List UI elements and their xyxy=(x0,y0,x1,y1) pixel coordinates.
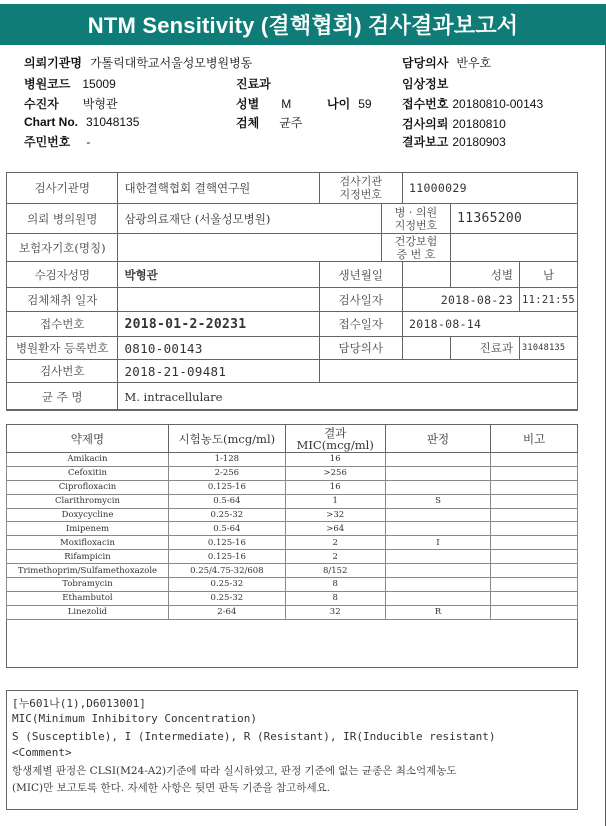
drug-cell-conc: 0.25-32 xyxy=(168,508,285,522)
drug-cell-mic: >256 xyxy=(285,466,385,480)
label-form-doctor: 담당의사 xyxy=(319,337,403,360)
drug-cell-mic: >64 xyxy=(285,522,385,536)
drug-cell-drug: Tobramycin xyxy=(7,578,169,592)
drug-cell-conc: 0.125-16 xyxy=(168,480,285,494)
value-form-dept: 31048135 xyxy=(519,337,577,360)
meta-receipt-no: 접수번호 20180810-00143 xyxy=(402,97,544,111)
drug-row xyxy=(7,536,578,550)
drug-row xyxy=(7,522,578,536)
value-requesting-hospital: 삼광의료재단 (서울성모병원) xyxy=(118,204,381,234)
drug-cell-mic: >32 xyxy=(285,508,385,522)
drug-row xyxy=(7,564,578,578)
value-testing-org: 대한결핵협회 결핵연구원 xyxy=(118,173,319,204)
drug-cell-remark xyxy=(491,494,578,508)
value-hospital-no: 11365200 xyxy=(451,204,578,234)
value-collect-date xyxy=(118,288,319,312)
drug-row xyxy=(7,578,578,592)
drug-cell-remark xyxy=(491,591,578,605)
drug-cell-judgement xyxy=(385,453,491,467)
meta-age: 나이 59 xyxy=(327,97,372,111)
label-collect-date: 검체채취 일자 xyxy=(7,288,118,312)
value-patient-name: 박형관 xyxy=(118,262,319,288)
drug-cell-judgement: I xyxy=(385,536,491,550)
form-table xyxy=(6,172,578,411)
label-test-no: 검사번호 xyxy=(7,360,118,383)
drug-cell-drug: Cefoxitin xyxy=(7,466,169,480)
drug-cell-drug: Clarithromycin xyxy=(7,494,169,508)
drug-cell-mic: 1 xyxy=(285,494,385,508)
header-judgement: 판정 xyxy=(385,425,491,453)
drug-table xyxy=(6,424,578,620)
drug-cell-conc: 0.125-16 xyxy=(168,550,285,564)
label-reg-no: 병원환자 등록번호 xyxy=(7,337,118,360)
meta-test-request: 검사의뢰 20180810 xyxy=(402,117,506,131)
drug-cell-drug: Amikacin xyxy=(7,453,169,467)
drug-cell-mic: 8/152 xyxy=(285,564,385,578)
drug-cell-conc: 0.125-16 xyxy=(168,536,285,550)
drug-cell-remark xyxy=(491,550,578,564)
drug-cell-judgement xyxy=(385,466,491,480)
drug-cell-mic: 2 xyxy=(285,536,385,550)
label-requesting-hospital: 의뢰 병의원명 xyxy=(7,204,118,234)
label-birth: 생년월일 xyxy=(319,262,403,288)
note-legend: S (Susceptible), I (Intermediate), R (Resistant), IR(Inducible resistant) xyxy=(12,730,496,743)
drug-cell-drug: Ethambutol xyxy=(7,591,169,605)
drug-cell-remark xyxy=(491,605,578,619)
value-test-date: 2018-08-23 xyxy=(403,288,520,312)
label-testing-org-no: 검사기관 지정번호 xyxy=(319,173,403,204)
drug-cell-mic: 16 xyxy=(285,480,385,494)
header-mic xyxy=(285,425,385,453)
drug-row xyxy=(7,591,578,605)
header-mic-line2: MIC(mcg/ml) xyxy=(296,437,374,452)
meta-resident-no: 주민번호 - xyxy=(24,135,91,149)
drug-cell-drug: Imipenem xyxy=(7,522,169,536)
value-insurance xyxy=(118,234,381,262)
meta-request-org: 의뢰기관명 가톨릭대학교서울성모병원병동 xyxy=(24,56,253,70)
value-receipt-date: 2018-08-14 xyxy=(403,312,578,337)
meta-result-report: 결과보고 20180903 xyxy=(402,135,506,149)
drug-cell-mic: 8 xyxy=(285,578,385,592)
label-testing-org: 검사기관명 xyxy=(7,173,118,204)
label-test-date: 검사일자 xyxy=(319,288,403,312)
label-insurance: 보험자기호(명칭) xyxy=(7,234,118,262)
drug-cell-judgement xyxy=(385,591,491,605)
drug-row xyxy=(7,494,578,508)
label-hospital-no: 병 · 의원 지정번호 xyxy=(381,204,450,234)
drug-cell-judgement xyxy=(385,550,491,564)
drug-cell-conc: 0.25-32 xyxy=(168,578,285,592)
value-test-no: 2018-21-09481 xyxy=(118,360,319,383)
drug-cell-remark xyxy=(491,522,578,536)
value-reg-no: 0810-00143 xyxy=(118,337,319,360)
header-conc: 시험농도(mcg/ml) xyxy=(168,425,285,453)
note-code: [누601나(1),D6013001] xyxy=(12,697,146,710)
value-health-ins xyxy=(451,234,578,262)
drug-cell-conc: 0.5-64 xyxy=(168,522,285,536)
drug-cell-mic: 32 xyxy=(285,605,385,619)
drug-cell-conc: 1-128 xyxy=(168,453,285,467)
label-form-sex: 성별 xyxy=(451,262,520,288)
drug-row xyxy=(7,480,578,494)
drug-row xyxy=(7,453,578,467)
value-testing-org-no: 11000029 xyxy=(403,173,578,204)
value-birth xyxy=(403,262,451,288)
drug-cell-remark xyxy=(491,536,578,550)
drug-cell-remark xyxy=(491,578,578,592)
value-test-time: 11:21:55 xyxy=(519,288,577,312)
drug-row xyxy=(7,508,578,522)
drug-cell-mic: 2 xyxy=(285,550,385,564)
drug-cell-remark xyxy=(491,453,578,467)
drug-cell-remark xyxy=(491,564,578,578)
header-remark: 비고 xyxy=(491,425,578,453)
note-comment-line1: 항생제별 판정은 CLSI(M24-A2)기준에 따라 실시하였고, 판정 기준에 없는 균종은 최소억제농도 xyxy=(12,765,457,777)
note-mic-definition: MIC(Minimum Inhibitory Concentration) xyxy=(12,712,258,725)
note-comment-line2: (MIC)만 보고토록 한다. 자세한 사항은 뒷면 판독 기준을 참고하세요. xyxy=(12,782,331,794)
label-organism: 균 주 명 xyxy=(7,383,118,411)
drug-cell-remark xyxy=(491,466,578,480)
header-mic-line1: 결과 xyxy=(324,425,347,440)
drug-cell-judgement xyxy=(385,564,491,578)
meta-specimen: 검체 균주 xyxy=(236,116,303,130)
meta-doctor: 담당의사 반우호 xyxy=(402,56,492,70)
drug-cell-judgement xyxy=(385,508,491,522)
drug-row xyxy=(7,466,578,480)
meta-clinical-info: 임상정보 xyxy=(402,77,449,91)
label-receipt-no: 접수번호 xyxy=(7,312,118,337)
drug-cell-drug: Rifampicin xyxy=(7,550,169,564)
label-patient-name: 수검자성명 xyxy=(7,262,118,288)
value-organism: M. intracellulare xyxy=(118,383,578,411)
drug-cell-conc: 0.5-64 xyxy=(168,494,285,508)
drug-cell-conc: 0.25-32 xyxy=(168,591,285,605)
drug-cell-mic: 8 xyxy=(285,591,385,605)
drug-cell-judgement xyxy=(385,578,491,592)
meta-collector: 수진자 박형관 xyxy=(24,97,118,111)
drug-cell-judgement: S xyxy=(385,494,491,508)
report-title: NTM Sensitivity (결핵협회) 검사결과보고서 xyxy=(0,4,606,45)
value-form-sex: 남 xyxy=(519,262,577,288)
meta-chart-no: Chart No. 31048135 xyxy=(24,115,140,129)
drug-cell-remark xyxy=(491,480,578,494)
drug-cell-remark xyxy=(491,508,578,522)
drug-cell-conc: 2-256 xyxy=(168,466,285,480)
drug-cell-mic: 16 xyxy=(285,453,385,467)
value-receipt-no: 2018-01-2-20231 xyxy=(118,312,319,337)
value-form-doctor xyxy=(403,337,451,360)
meta-hospital-code: 병원코드 15009 xyxy=(24,77,116,91)
note-comment-label: <Comment> xyxy=(12,746,72,759)
drug-cell-judgement xyxy=(385,522,491,536)
meta-sex: 성별 M xyxy=(236,97,292,111)
drug-cell-conc: 2-64 xyxy=(168,605,285,619)
drug-cell-drug: Ciprofloxacin xyxy=(7,480,169,494)
label-health-ins: 건강보험 증 번 호 xyxy=(381,234,450,262)
drug-cell-judgement: R xyxy=(385,605,491,619)
value-test-no-blank xyxy=(319,360,578,383)
drug-cell-judgement xyxy=(385,480,491,494)
meta-dept: 진료과 xyxy=(236,77,271,91)
label-form-dept: 진료과 xyxy=(451,337,520,360)
drug-row xyxy=(7,550,578,564)
drug-cell-drug: Doxycycline xyxy=(7,508,169,522)
drug-row xyxy=(7,605,578,619)
drug-cell-drug: Moxifloxacin xyxy=(7,536,169,550)
drug-cell-conc: 0.25/4.75-32/608 xyxy=(168,564,285,578)
label-receipt-date: 접수일자 xyxy=(319,312,403,337)
drug-cell-drug: Linezolid xyxy=(7,605,169,619)
drug-cell-drug: Trimethoprim/Sulfamethoxazole xyxy=(7,564,169,578)
header-drug: 약제명 xyxy=(7,425,169,453)
